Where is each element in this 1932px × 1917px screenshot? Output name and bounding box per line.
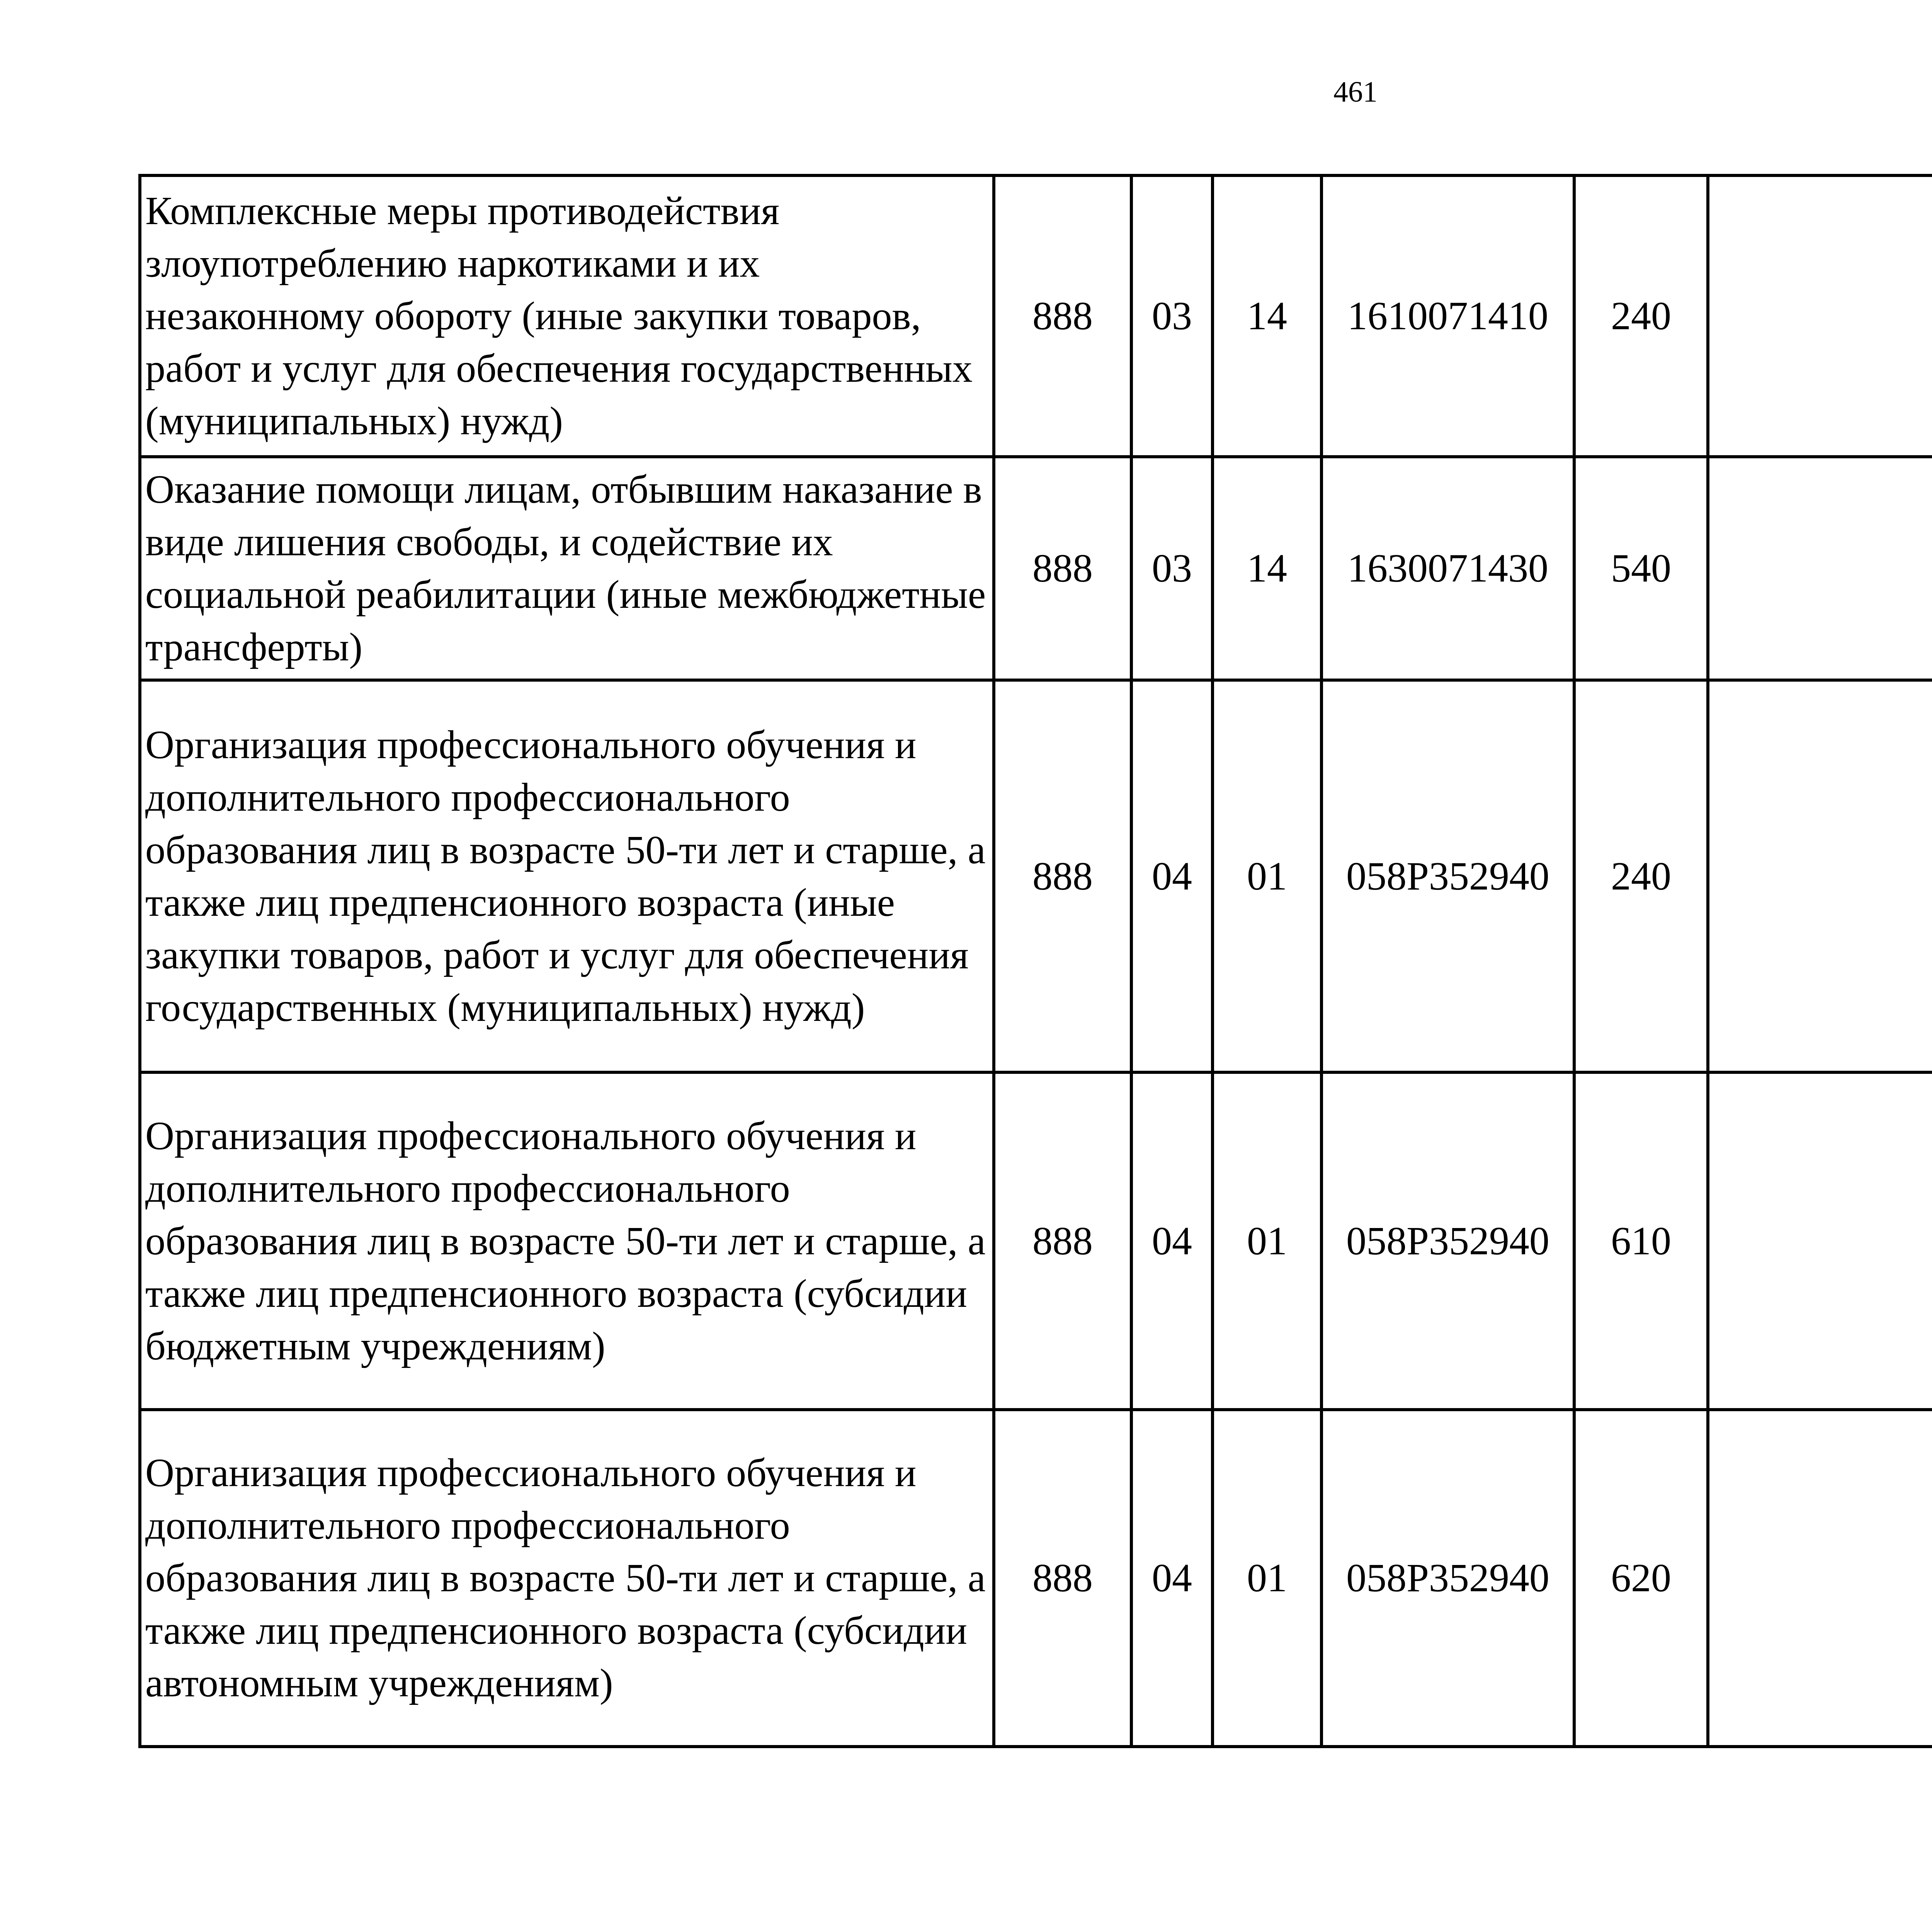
- row-description: Комплексные меры противодействия злоупотреблению наркотиками и их незаконному обороту (иные закупки товаров, работ и услуг для обеспечения государственных (муниципальных) нужд): [140, 175, 994, 457]
- row-description: Оказание помощи лицам, отбывшим наказание в виде лишения свободы, и содействие их социальной реабилитации (иные межбюджетные трансферты): [140, 457, 994, 680]
- amount-year-1: [1708, 1410, 1932, 1747]
- expense-type-code: 240: [1574, 175, 1708, 457]
- target-article-code: 058P352940: [1321, 680, 1574, 1072]
- amount-year-1: [1708, 680, 1932, 1072]
- table-row: [140, 1072, 1932, 1410]
- section-code: 04: [1131, 680, 1213, 1072]
- ministry-code: 888: [994, 1410, 1131, 1747]
- table-row: [140, 680, 1932, 1072]
- target-article-code: 1630071430: [1321, 457, 1574, 680]
- table-row: [140, 1410, 1932, 1747]
- budget-table: [138, 174, 1932, 1748]
- table-row: [140, 175, 1932, 457]
- row-description: Организация профессионального обучения и дополнительного профессионального образования лиц в возрасте 50-ти лет и старше, а также лиц предпенсионного возраста (субсидии автономным учреждениям): [140, 1410, 994, 1747]
- target-article-code: 058P352940: [1321, 1410, 1574, 1747]
- ministry-code: 888: [994, 680, 1131, 1072]
- section-code: 04: [1131, 1410, 1213, 1747]
- subsection-code: 01: [1213, 1410, 1321, 1747]
- ministry-code: 888: [994, 1072, 1131, 1410]
- ministry-code: 888: [994, 175, 1131, 457]
- amount-year-1: [1708, 175, 1932, 457]
- table-row: [140, 457, 1932, 680]
- section-code: 03: [1131, 457, 1213, 680]
- subsection-code: 14: [1213, 175, 1321, 457]
- row-description: Организация профессионального обучения и дополнительного профессионального образования лиц в возрасте 50-ти лет и старше, а также лиц предпенсионного возраста (иные закупки товаров, работ и услуг для обеспечения государственных (муниципальных) нужд): [140, 680, 994, 1072]
- subsection-code: 01: [1213, 1072, 1321, 1410]
- page-number: 461: [1333, 76, 1378, 108]
- subsection-code: 14: [1213, 457, 1321, 680]
- amount-year-1: [1708, 1072, 1932, 1410]
- target-article-code: 1610071410: [1321, 175, 1574, 457]
- row-description: Организация профессионального обучения и дополнительного профессионального образования лиц в возрасте 50-ти лет и старше, а также лиц предпенсионного возраста (субсидии бюджетным учреждениям): [140, 1072, 994, 1410]
- amount-year-1: [1708, 457, 1932, 680]
- target-article-code: 058P352940: [1321, 1072, 1574, 1410]
- section-code: 03: [1131, 175, 1213, 457]
- expense-type-code: 540: [1574, 457, 1708, 680]
- ministry-code: 888: [994, 457, 1131, 680]
- subsection-code: 01: [1213, 680, 1321, 1072]
- expense-type-code: 620: [1574, 1410, 1708, 1747]
- expense-type-code: 610: [1574, 1072, 1708, 1410]
- expense-type-code: 240: [1574, 680, 1708, 1072]
- section-code: 04: [1131, 1072, 1213, 1410]
